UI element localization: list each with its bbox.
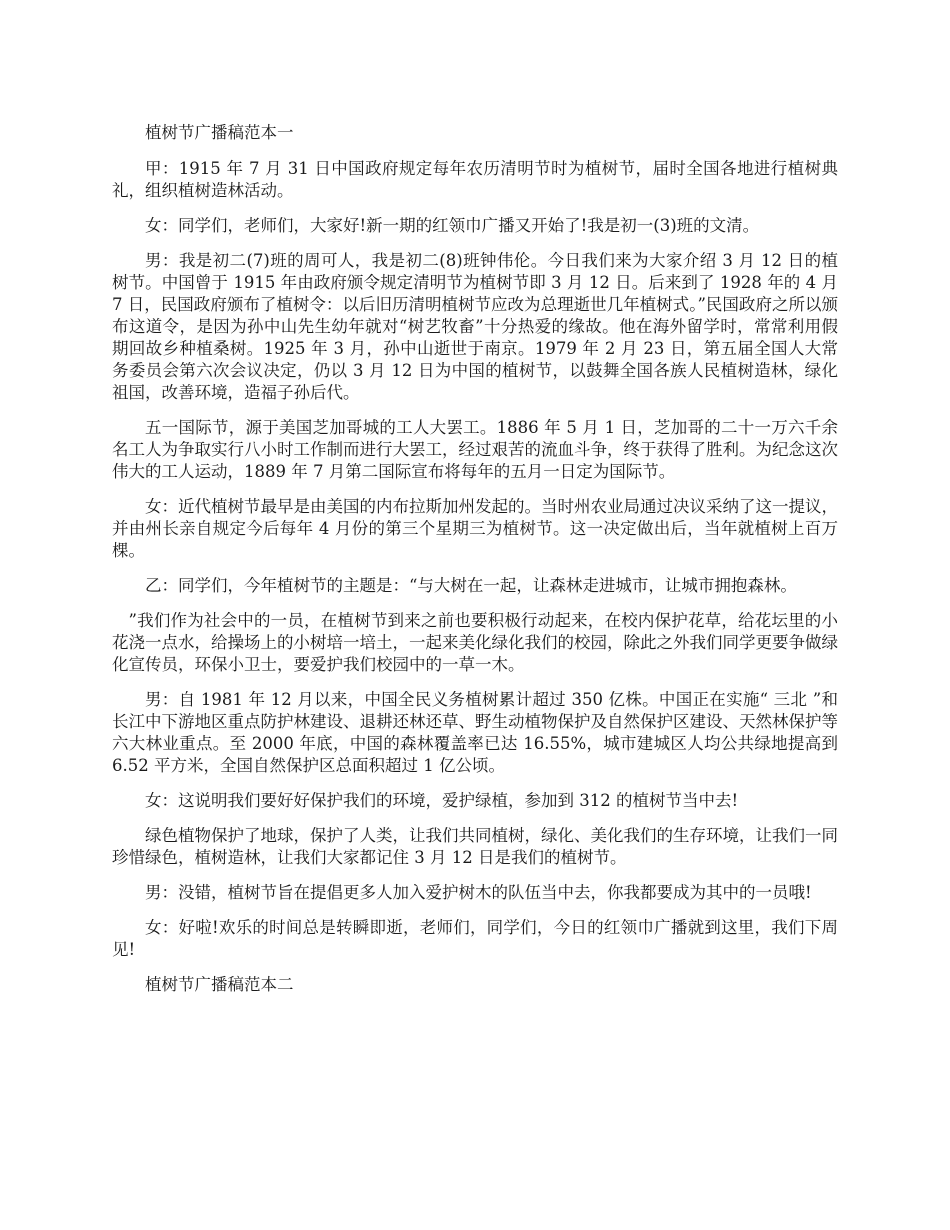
title-2: 植树节广播稿范本二 bbox=[145, 975, 294, 994]
document-page bbox=[112, 122, 838, 1010]
paragraph-female-nebraska: 女：近代植树节最早是由美国的内布拉斯加州发起的。当时州农业局通过决议采纳了这一提议，并由州长亲自规定今后每年 4 月份的第三个星期三为植树节。这一决定做出后，当年就植树上百万棵。 bbox=[112, 497, 838, 560]
paragraph-jia-intro: 甲：1915 年 7 月 31 日中国政府规定每年农历清明节时为植树节，届时全国各地进行植树典礼，组织植树造林活动。 bbox=[112, 159, 838, 200]
paragraph-green-plants: 绿色植物保护了地球，保护了人类，让我们共同植树，绿化、美化我们的生存环境，让我们一同珍惜绿色，植树造林，让我们大家都记住 3 月 12 日是我们的植树节。 bbox=[112, 826, 838, 867]
paragraph-male-join: 男：没错，植树节旨在提倡更多人加入爱护树木的队伍当中去，你我都要成为其中的一员哦! bbox=[145, 883, 812, 902]
paragraph-male-statistics: 男：自 1981 年 12 月以来，中国全民义务植树累计超过 350 亿株。中国正在实施“ 三北 ”和长江中下游地区重点防护林建设、退耕还林还草、野生动植物保护及自然保护区建设、天然林保护等六大林业重点。至 2000 年底，中国的森林覆盖率已达 16.55%，城市建城区人均公共绿地提高到 6.52 平方米，全国自然保护区总面积超过 1 亿公顷。 bbox=[112, 690, 838, 775]
paragraph-male-history: 男：我是初二(7)班的周可人，我是初二(8)班钟伟伦。今日我们来为大家介绍 3 月 12 日的植树节。中国曾于 1915 年由政府颁令规定清明节为植树节即 3 月 12 日。后来到了 1928 年的 4 月 7 日，民国政府颁布了植树令：以后旧历清明植树节应改为总理逝世几年植树式。”民国政府之所以颁布这道令，是因为孙中山先生幼年就对“树艺牧畜”十分热爱的缘故。他在海外留学时，常常利用假期回故乡种植桑树。1925 年 3 月，孙中山逝世于南京。1979 年 2 月 23 日，第五届全国人大常务委员会第六次会议决定，仍以 3 月 12 日为中国的植树节，以鼓舞全国各族人民植树造林，绿化祖国，改善环境，造福子孙后代。 bbox=[112, 251, 838, 402]
title-1: 植树节广播稿范本一 bbox=[145, 123, 294, 142]
paragraph-female-closing: 女：好啦!欢乐的时间总是转瞬即逝，老师们，同学们，今日的红领巾广播就到这里，我们下周见! bbox=[112, 918, 838, 959]
paragraph-yi-theme: 乙：同学们，今年植树节的主题是：“与大树在一起，让森林走进城市，让城市拥抱森林。 bbox=[145, 576, 797, 595]
paragraph-female-protect: 女：这说明我们要好好保护我们的环境，爱护绿植，参加到 312 的植树节当中去! bbox=[145, 791, 739, 810]
paragraph-female-greeting: 女：同学们，老师们，大家好!新一期的红领巾广播又开始了!我是初一(3)班的文清。 bbox=[145, 216, 760, 235]
paragraph-theme-continued: ”我们作为社会中的一员，在植树节到来之前也要积极行动起来，在校内保护花草，给花坛里的小花浇一点水，给操场上的小树培一培土，一起来美化绿化我们的校园，除此之外我们同学更要争做绿化宣传员，环保小卫士，要爱护我们校园中的一草一木。 bbox=[112, 611, 838, 674]
paragraph-may-day: 五一国际节，源于美国芝加哥城的工人大罢工。1886 年 5 月 1 日，芝加哥的二十一万六千余名工人为争取实行八小时工作制而进行大罢工，经过艰苦的流血斗争，终于获得了胜利。为纪念这次伟大的工人运动，1889 年 7 月第二国际宣布将每年的五月一日定为国际节。 bbox=[112, 418, 838, 481]
